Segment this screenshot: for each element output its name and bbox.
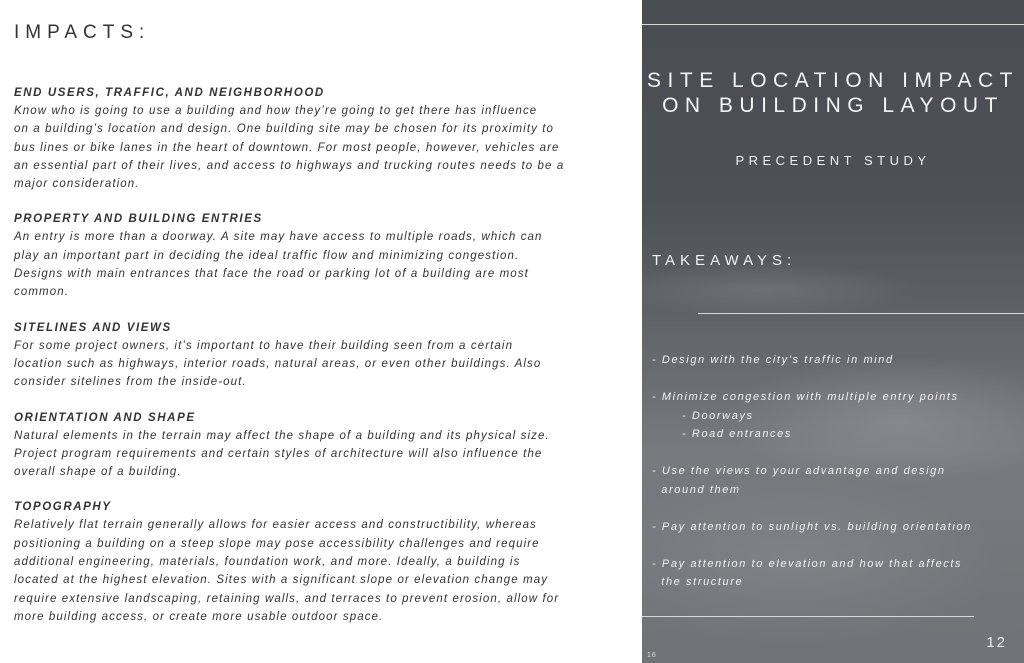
section-title: SITELINES AND VIEWS: [14, 321, 172, 334]
body-line: consider sitelines from the inside-out.: [14, 376, 247, 389]
impact-section: [14, 84, 636, 193]
body-line: play an important part in deciding the ideal traffic flow and minimizing congestion.: [14, 249, 520, 262]
section-body: [14, 337, 636, 392]
section-body: [14, 228, 636, 301]
document-subtitle: PRECEDENT STUDY: [735, 153, 931, 168]
takeaway-item: - Design with the city’s traffic in mind: [652, 354, 894, 366]
bottom-divider: [642, 616, 974, 617]
takeaway-item: - Minimize congestion with multiple entry points: [652, 391, 959, 403]
body-line: location such as highways, interior roads, natural areas, or even other buildings. Also: [14, 357, 542, 370]
body-line: on a building’s location and design. One building site may be chosen for its proximity to: [14, 123, 555, 136]
body-line: Know who is going to use a building and how they’re going to get there has influence: [14, 105, 538, 117]
impacts-heading: IMPACTS:: [14, 22, 151, 43]
body-line: Natural elements in the terrain may affect the shape of a building and its physical size.: [14, 429, 550, 442]
takeaway-item: - Pay attention to sunlight vs. building orientation: [652, 520, 972, 533]
section-title: END USERS, TRAFFIC, AND NEIGHBORHOOD: [14, 87, 325, 99]
takeaway-item: around them: [652, 483, 741, 496]
takeaway-item: the structure: [652, 576, 744, 588]
section-title: TOPOGRAPHY: [14, 501, 112, 514]
body-line: positioning a building on a steep slope may pose accessibility challenges and require: [14, 537, 540, 550]
body-line: require extensive landscaping, retaining walls, and terraces to prevent erosion, allow for: [14, 592, 560, 605]
section-title: ORIENTATION AND SHAPE: [14, 411, 196, 424]
impact-section: [14, 409, 636, 482]
title-line-2: ON BUILDING LAYOUT: [662, 94, 1004, 117]
takeaway-item: - Pay attention to elevation and how that affects: [652, 557, 963, 570]
takeaway-subitem: - Road entrances: [682, 428, 792, 440]
title-panel: [642, 0, 1024, 663]
print-page-number: 16: [647, 652, 657, 659]
body-line: major consideration.: [14, 178, 140, 191]
body-line: bus lines or bike lanes in the heart of downtown. For most people, however, vehicles are: [14, 141, 560, 154]
impact-section: [14, 319, 636, 392]
impact-section: [14, 210, 636, 301]
body-line: An entry is more than a doorway. A site may have access to multiple roads, which can: [14, 231, 543, 244]
body-line: located at the highest elevation. Sites with a significant slope or elevation change may: [14, 574, 549, 587]
takeaway-item: - Use the views to your advantage and design: [652, 465, 946, 477]
body-line: Designs with main entrances that face the road or parking lot of a building are most: [14, 268, 529, 281]
body-line: overall shape of a building.: [14, 466, 182, 479]
section-title: PROPERTY AND BUILDING ENTRIES: [14, 213, 263, 226]
top-divider: [642, 24, 1024, 25]
takeaways-divider: [698, 313, 1024, 314]
section-body: [14, 102, 636, 193]
body-line: additional engineering, materials, foundation work, and more. Ideally, a building is: [14, 556, 521, 569]
body-line: an essential part of their lives, and access to highways and trucking routes needs to be a: [14, 159, 565, 172]
document-title: [642, 68, 1024, 118]
title-line-1: SITE LOCATION IMPACT: [647, 69, 1019, 92]
section-body: [14, 427, 636, 482]
body-line: Relatively flat terrain generally allows for easier access and constructibility, whereas: [14, 519, 537, 532]
body-line: common.: [14, 286, 69, 299]
takeaway-subitem: - Doorways: [682, 409, 754, 422]
impact-sections: [14, 84, 636, 643]
body-line: Project program requirements and certain styles of architecture will also influence the: [14, 447, 543, 460]
body-line: For some project owners, it’s important to have their building seen from a certain: [14, 339, 514, 352]
section-body: [14, 516, 636, 626]
takeaways-heading: TAKEAWAYS:: [652, 252, 797, 269]
takeaways-list: [652, 351, 1020, 592]
page-number: 12: [986, 634, 1007, 651]
impact-section: [14, 498, 636, 626]
body-line: more building access, or create more usable outdoor space.: [14, 610, 384, 623]
